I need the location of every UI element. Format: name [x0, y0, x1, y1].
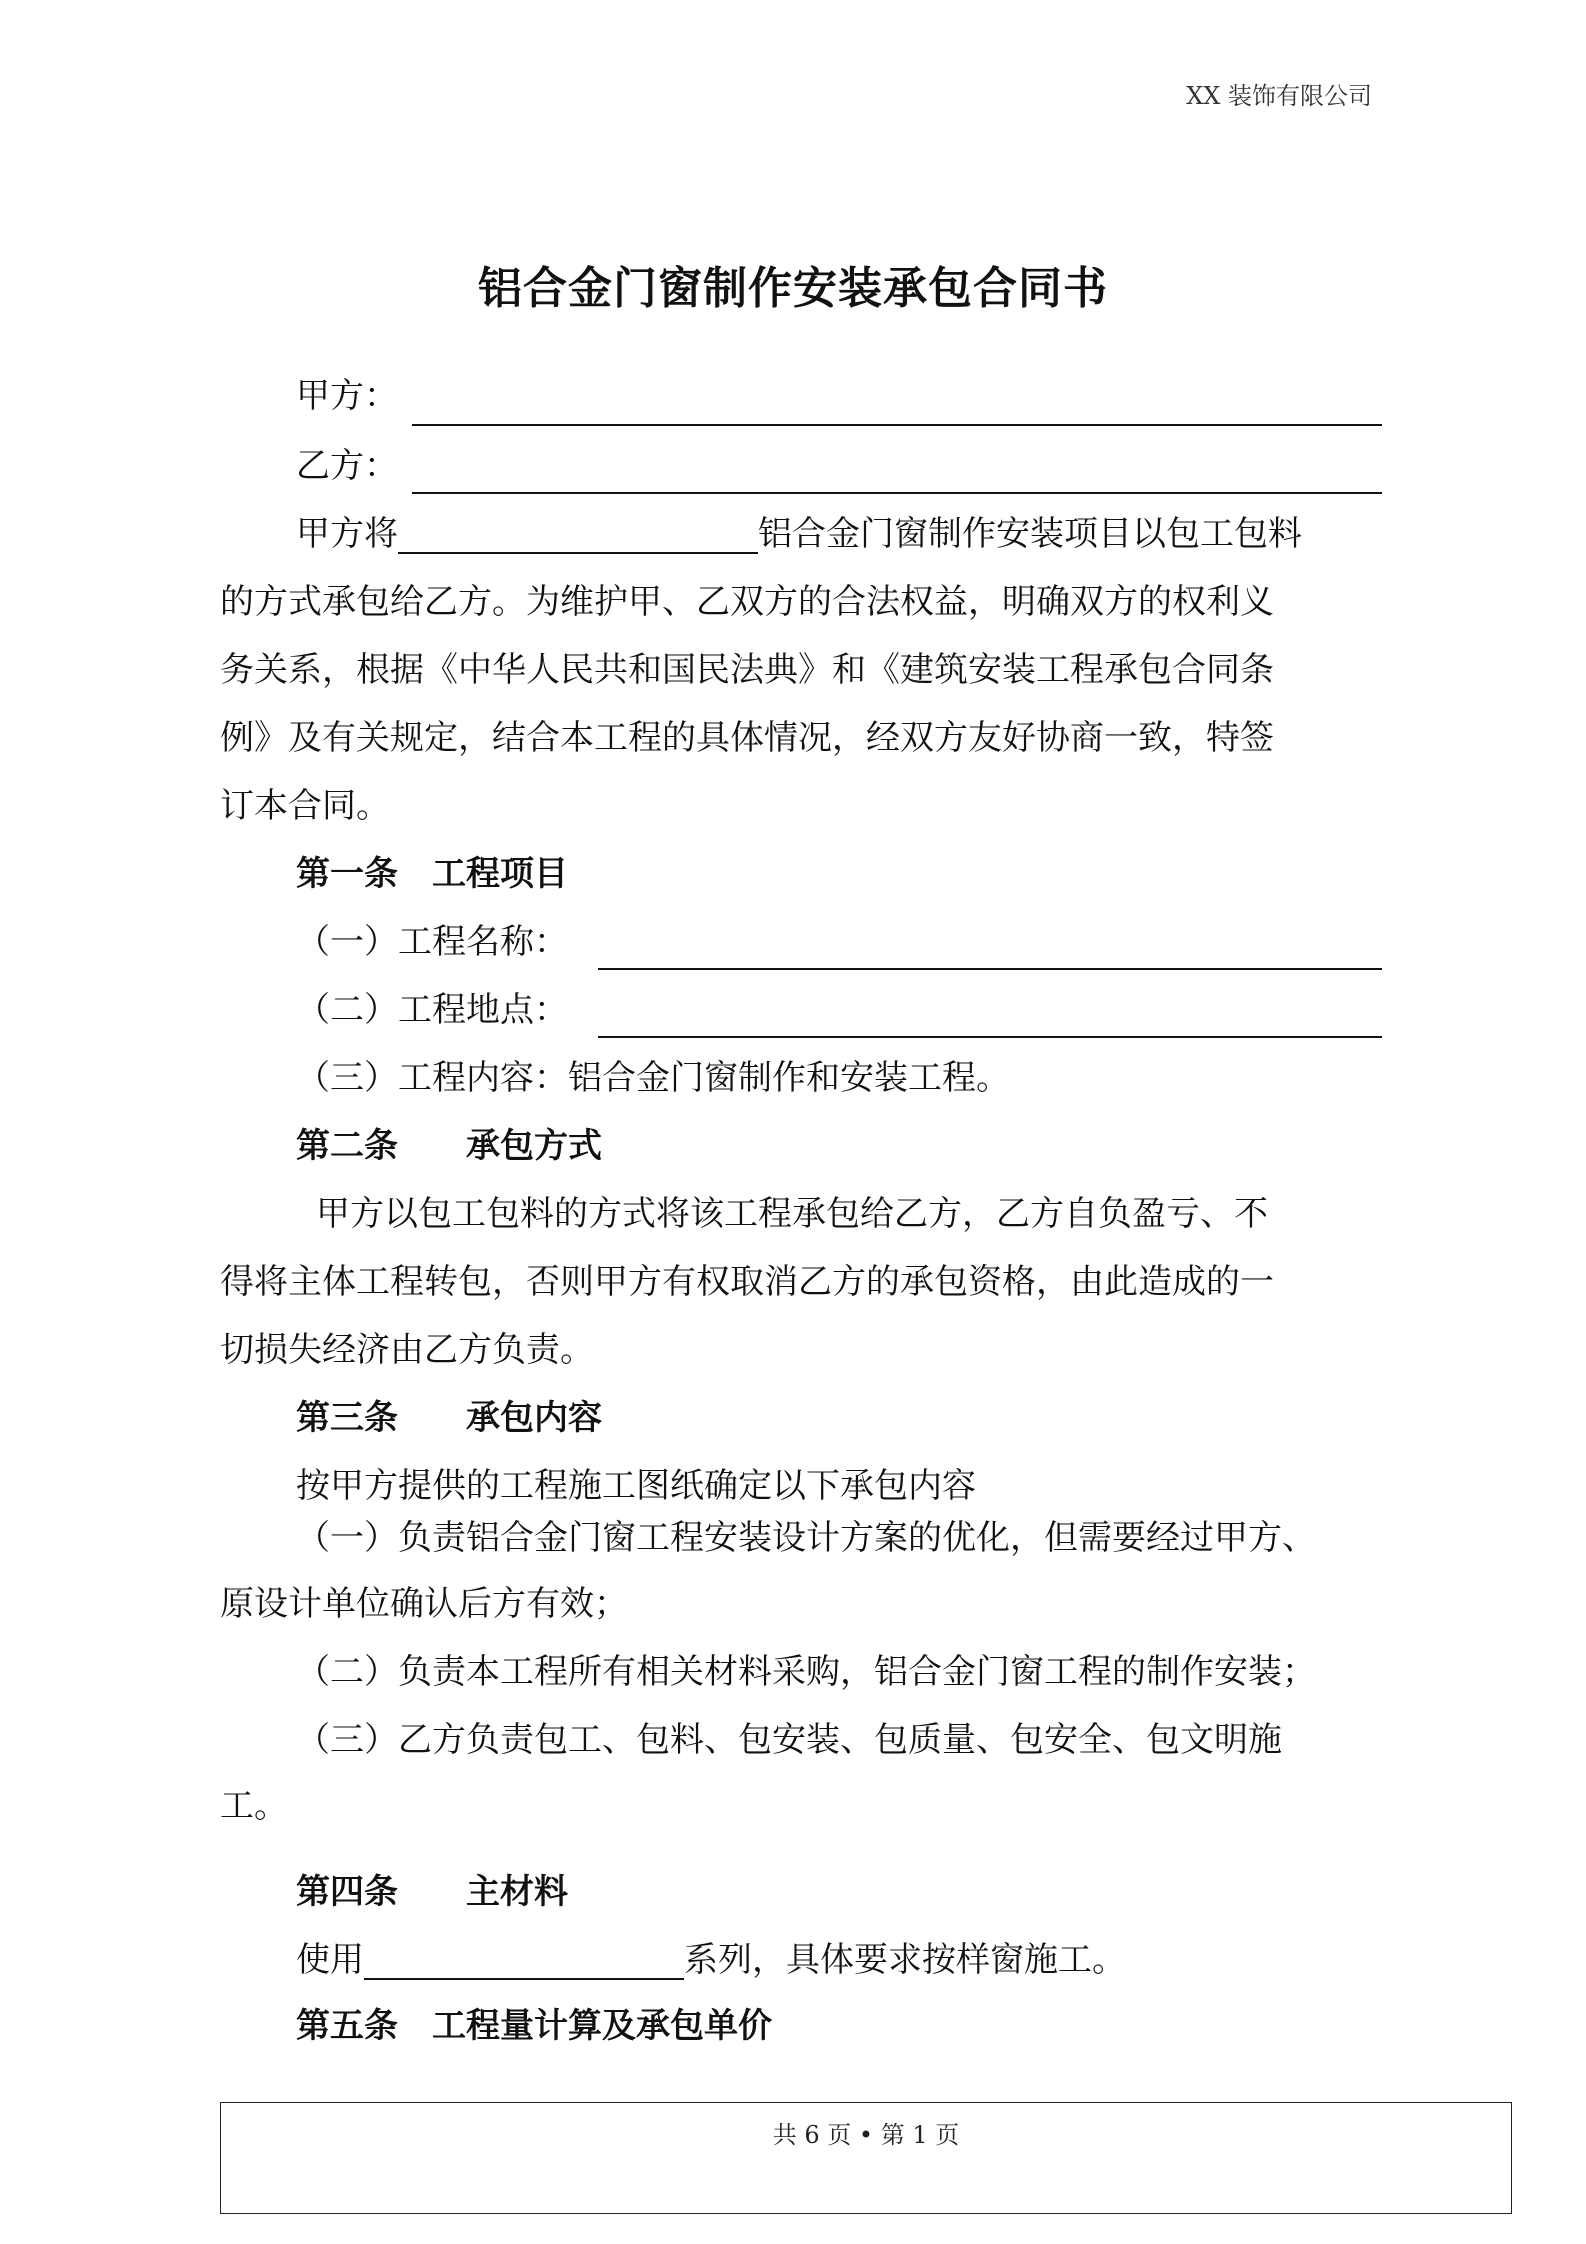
intro-line-5: 订本合同。: [220, 786, 390, 826]
intro-line-3: 务关系，根据《中华人民共和国民法典》和《建筑安装工程承包合同条: [220, 650, 1274, 690]
article-3-line-5: （三）乙方负责包工、包料、包安装、包质量、包安全、包文明施: [296, 1720, 1282, 1760]
article-1-heading: 第一条 工程项目: [296, 854, 568, 894]
page-number: 共 6 页 • 第 1 页: [772, 2121, 960, 2149]
project-name-blank: [598, 968, 1382, 970]
project-blank: [398, 518, 758, 554]
intro-suffix: 铝合金门窗制作安装项目以包工包料: [758, 514, 1302, 554]
article-4-line-1: [296, 1940, 1126, 1980]
party-a-blank: [412, 424, 1382, 426]
article-3-line-3: 原设计单位确认后方有效；: [220, 1584, 628, 1624]
article-1-item-2: （二）工程地点：: [296, 990, 568, 1030]
article-2-line-3: 切损失经济由乙方负责。: [220, 1330, 594, 1370]
page-footer: [220, 2102, 1512, 2214]
project-location-blank: [598, 1036, 1382, 1038]
material-suffix: 系列，具体要求按样窗施工。: [684, 1940, 1126, 1980]
article-2-line-1: 甲方以包工包料的方式将该工程承包给乙方，乙方自负盈亏、不: [316, 1194, 1268, 1234]
article-2-heading: 第二条 承包方式: [296, 1126, 602, 1166]
material-prefix: 使用: [296, 1940, 364, 1980]
party-a-label: 甲方：: [296, 376, 398, 416]
article-3-line-1: 按甲方提供的工程施工图纸确定以下承包内容: [296, 1466, 976, 1506]
company-header: XX 装饰有限公司: [1186, 82, 1372, 110]
article-3-line-6: 工。: [220, 1786, 288, 1826]
party-b-label: 乙方：: [296, 446, 398, 486]
intro-line-4: 例》及有关规定，结合本工程的具体情况，经双方友好协商一致，特签: [220, 718, 1274, 758]
document-title: 铝合金门窗制作安装承包合同书: [478, 263, 1108, 314]
material-series-blank: [364, 1944, 684, 1980]
intro-line-1: [296, 514, 1302, 554]
intro-line-2: 的方式承包给乙方。为维护甲、乙双方的合法权益，明确双方的权利义: [220, 582, 1274, 622]
article-1-item-3: （三）工程内容：铝合金门窗制作和安装工程。: [296, 1058, 1010, 1098]
article-4-heading: 第四条 主材料: [296, 1872, 568, 1912]
article-1-item-1: （一）工程名称：: [296, 922, 568, 962]
article-3-heading: 第三条 承包内容: [296, 1398, 602, 1438]
article-2-line-2: 得将主体工程转包，否则甲方有权取消乙方的承包资格，由此造成的一: [220, 1262, 1274, 1302]
intro-prefix: 甲方将: [296, 514, 398, 554]
article-3-line-4: （二）负责本工程所有相关材料采购，铝合金门窗工程的制作安装；: [296, 1652, 1316, 1692]
article-5-heading: 第五条 工程量计算及承包单价: [296, 2006, 772, 2046]
article-3-line-2: （一）负责铝合金门窗工程安装设计方案的优化，但需要经过甲方、: [296, 1518, 1316, 1558]
party-b-blank: [412, 492, 1382, 494]
